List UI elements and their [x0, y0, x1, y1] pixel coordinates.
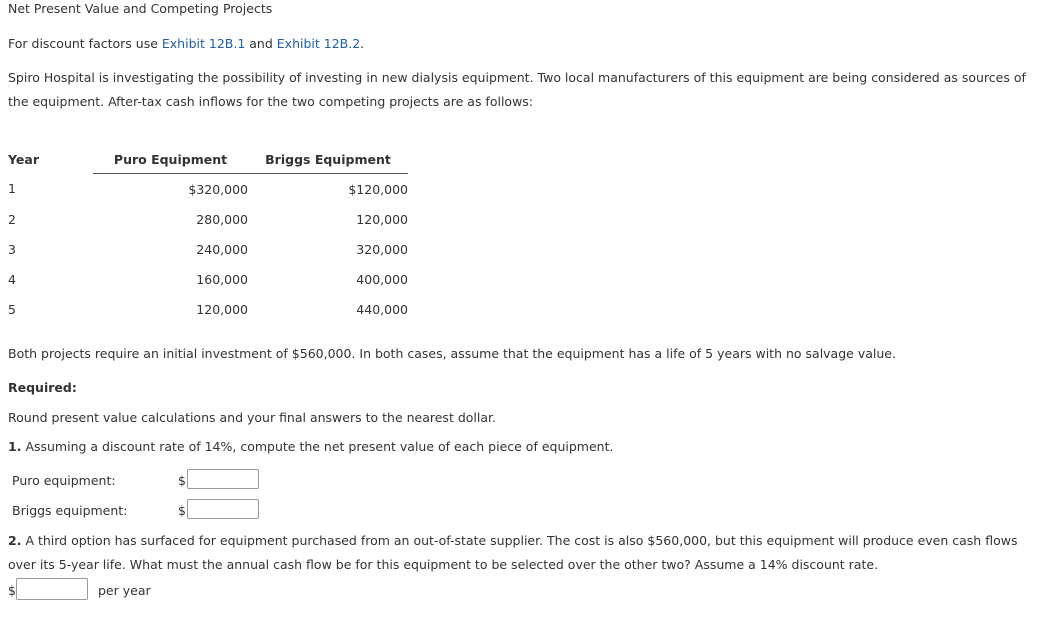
intro-suffix: .: [360, 36, 365, 51]
cell-year: 3: [8, 241, 16, 257]
table-row: [8, 204, 408, 234]
question-2: [8, 529, 1043, 577]
cell-year: 2: [8, 211, 16, 227]
required-label: Required:: [8, 380, 77, 395]
cell-year: 5: [8, 301, 16, 317]
page-title: Net Present Value and Competing Projects: [8, 1, 273, 16]
cell-puro: 240,000: [196, 241, 248, 257]
puro-npv-input[interactable]: [187, 469, 259, 489]
cell-puro: 160,000: [196, 271, 248, 287]
cell-briggs: 120,000: [356, 211, 408, 227]
header-puro-equipment: Puro Equipment: [93, 145, 248, 174]
briggs-npv-label: Briggs equipment:: [12, 503, 128, 518]
cell-puro: 280,000: [196, 211, 248, 227]
question-2-number: 2.: [8, 533, 22, 548]
cell-briggs: 440,000: [356, 301, 408, 317]
problem-description: Spiro Hospital is investigating the possibility of investing in new dialysis equipment. Two local manufacturers of this equipment are being considered as sources of the equipment. After-tax cash inflows for the two competing projects are as follows:: [8, 70, 1026, 109]
question-2-text: A third option has surfaced for equipment purchased from an out-of-state supplier. The cost is also $560,000, but this equipment will produce even cash flows over its 5-year life. What must the annual cash flow be for this equipment to be selected over the other two? Assume a 14% discount rate.: [8, 533, 1018, 572]
intro-and: and: [249, 36, 273, 51]
briggs-currency-symbol: $: [178, 503, 186, 518]
puro-npv-label: Puro equipment:: [12, 473, 116, 488]
header-briggs-equipment: Briggs Equipment: [248, 145, 408, 174]
cell-puro: 120,000: [196, 301, 248, 317]
question-1: [8, 439, 613, 454]
exhibit-12b1-link[interactable]: Exhibit 12B.1: [161, 36, 246, 51]
cell-briggs: 320,000: [356, 241, 408, 257]
required-heading: [8, 380, 77, 395]
cash-flow-table: [8, 145, 408, 324]
annual-cash-flow-input[interactable]: [16, 578, 88, 600]
table-row: [8, 234, 408, 264]
table-row: [8, 264, 408, 294]
intro-prefix: For discount factors use: [8, 36, 158, 51]
cell-puro: $320,000: [188, 181, 248, 197]
annual-cash-flow-currency-symbol: $: [8, 583, 16, 598]
question-1-number: 1.: [8, 439, 22, 454]
rounding-note: Round present value calculations and your final answers to the nearest dollar.: [8, 410, 496, 425]
question-1-text: Assuming a discount rate of 14%, compute the net present value of each piece of equipment.: [25, 439, 614, 454]
cell-briggs: $120,000: [348, 181, 408, 197]
investment-note: Both projects require an initial investment of $560,000. In both cases, assume that the equipment has a life of 5 years with no salvage value.: [8, 346, 896, 361]
puro-currency-symbol: $: [178, 473, 186, 488]
exhibit-12b2-link[interactable]: Exhibit 12B.2: [276, 36, 361, 51]
discount-factor-instructions: [8, 36, 364, 51]
cell-briggs: 400,000: [356, 271, 408, 287]
table-header-row: [8, 145, 408, 174]
briggs-npv-input[interactable]: [187, 499, 259, 519]
table-row: [8, 174, 408, 205]
table-row: [8, 294, 408, 324]
per-year-label: per year: [98, 583, 151, 598]
header-year: Year: [8, 151, 39, 167]
cell-year: 1: [8, 181, 16, 197]
cell-year: 4: [8, 271, 16, 287]
